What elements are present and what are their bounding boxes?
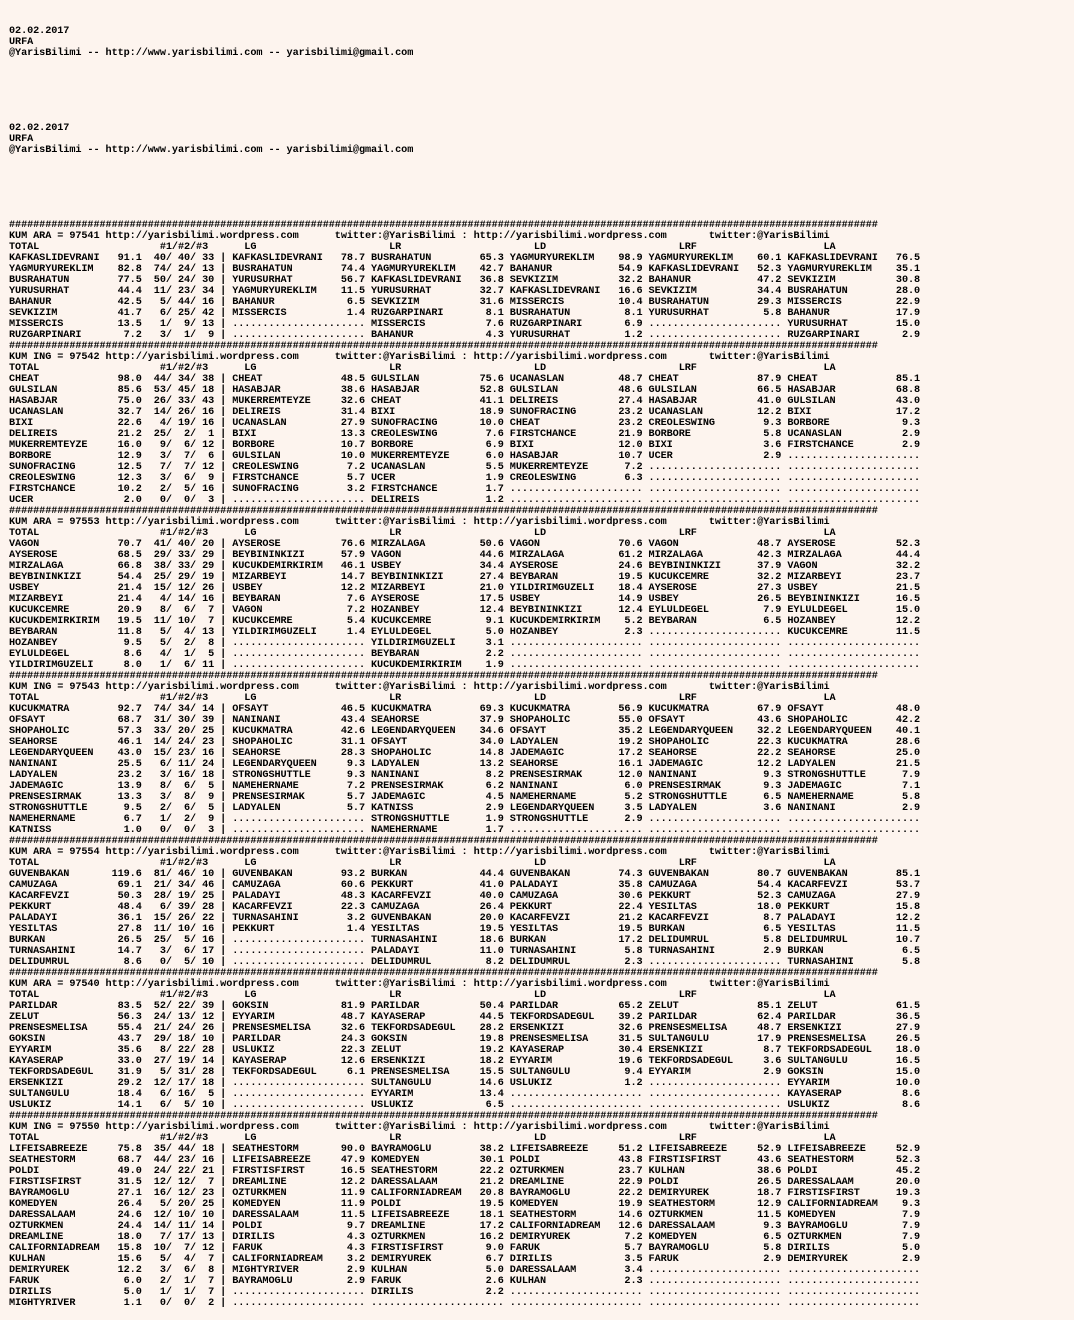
table-row: FARUK 6.0 2/ 1/ 7 | BAYRAMOGLU 2.9 FARUK 2.6 KULHAN 2.3 ...................... ...................... <box>9 1276 921 1287</box>
table-row: HASABJAR 75.0 26/ 33/ 43 | MUKERREMTEYZE 32.6 CHEAT 41.1 DELIREIS 27.4 HASABJAR 41.0 GULSILAN 43.0 <box>9 396 921 407</box>
column-header-line: TOTAL #1/#2/#3 LG LR LD LRF LA <box>9 242 836 253</box>
table-row: SHOPAHOLIC 57.3 33/ 20/ 25 | KUCUKMATRA 42.6 LEGENDARYQUEEN 34.6 OFSAYT 35.2 LEGENDARYQUEEN 32.2 LEGENDARYQUEEN 40.1 <box>9 726 921 737</box>
table-row: MUKERREMTEYZE 16.0 9/ 6/ 12 | BORBORE 10.7 BORBORE 6.9 BIXI 12.0 BIXI 3.6 FIRSTCHANCE 2.9 <box>9 440 921 451</box>
table-row: ZELUT 56.3 24/ 13/ 12 | EYYARIM 48.7 KAYASERAP 44.5 TEKFORDSADEGUL 39.2 PARILDAR 62.4 PARILDAR 36.5 <box>9 1012 921 1023</box>
table-row: GUVENBAKAN 119.6 81/ 46/ 10 | GUVENBAKAN 93.2 BURKAN 44.4 GUVENBAKAN 74.3 GUVENBAKAN 80.7 GUVENBAKAN 85.1 <box>9 869 921 880</box>
table-row: DELIDUMRUL 8.6 0/ 5/ 10 | ...................... DELIDUMRUL 8.2 DELIDUMRUL 2.3 ...................... TURNASAHINI 5.8 <box>9 957 921 968</box>
table-row: EYLULDEGEL 8.6 4/ 1/ 5 | ...................... BEYBARAN 2.2 ...................... ...................... ...................... <box>9 649 921 660</box>
table-row: KACARFEVZI 50.3 28/ 19/ 25 | PALADAYI 48.3 KACARFEVZI 40.0 CAMUZAGA 30.6 PEKKURT 52.3 CAMUZAGA 27.9 <box>9 891 921 902</box>
table-row: OZTURKMEN 24.4 14/ 11/ 14 | POLDI 9.7 DREAMLINE 17.2 CALIFORNIADREAM 12.6 DARESSALAAM 9.3 BAYRAMOGLU 7.9 <box>9 1221 921 1232</box>
table-row: DIRILIS 5.0 1/ 1/ 7 | ...................... DIRILIS 2.2 ...................... ...................... ...................... <box>9 1287 921 1298</box>
table-row: TURNASAHINI 14.7 3/ 6/ 17 | ...................... PALADAYI 11.0 TURNASAHINI 5.8 TURNASAHINI 2.9 BURKAN 6.5 <box>9 946 921 957</box>
table-row: USBEY 21.4 15/ 12/ 26 | USBEY 12.2 MIZARBEYI 21.0 YILDIRIMGUZELI 18.4 AYSEROSE 27.3 USBEY 21.5 <box>9 583 921 594</box>
separator-line: ################################################################################################################################################ <box>9 506 878 517</box>
table-row: POLDI 49.0 24/ 22/ 21 | FIRSTISFIRST 16.5 SEATHESTORM 22.2 OZTURKMEN 23.7 KULHAN 38.6 POLDI 45.2 <box>9 1166 921 1177</box>
table-row: KATNISS 1.0 0/ 0/ 3 | ...................... NAMEHERNAME 1.7 ...................... ...................... ...................... <box>9 825 921 836</box>
table-row: CREOLESWING 12.3 3/ 6/ 9 | FIRSTCHANCE 5.7 UCER 1.9 CREOLESWING 6.3 ...................... ...................... <box>9 473 921 484</box>
table-row: KAYASERAP 33.0 27/ 19/ 14 | KAYASERAP 12.6 ERSENKIZI 18.2 EYYARIM 19.6 TEKFORDSADEGUL 3.6 SULTANGULU 16.5 <box>9 1056 921 1067</box>
table-row: YAGMURYUREKLIM 82.8 74/ 24/ 13 | BUSRAHATUN 74.4 YAGMURYUREKLIM 42.7 BAHANUR 54.9 KAFKASLIDEVRANI 52.3 YAGMURYUREKLIM 35.1 <box>9 264 921 275</box>
table-row: DELIREIS 21.2 25/ 2/ 1 | BIXI 13.3 CREOLESWING 7.6 FIRSTCHANCE 21.9 BORBORE 5.8 UCANASLAN 2.9 <box>9 429 921 440</box>
table-row: YURUSURHAT 44.4 11/ 23/ 34 | YAGMURYUREKLIM 11.5 YURUSURHAT 32.7 KAFKASLIDEVRANI 16.6 SEVKIZIM 34.4 BUSRAHATUN 28.0 <box>9 286 921 297</box>
table-row: BEYBININKIZI 54.4 25/ 29/ 19 | MIZARBEYI 14.7 BEYBININKIZI 27.4 BEYBARAN 19.5 KUCUKCEMRE 32.2 MIZARBEYI 23.7 <box>9 572 921 583</box>
table-row: LIFEISABREEZE 75.8 35/ 44/ 18 | SEATHESTORM 90.0 BAYRAMOGLU 38.2 LIFEISABREEZE 51.2 LIFEISABREEZE 52.9 LIFEISABREEZE 52.9 <box>9 1144 921 1155</box>
table-row: PARILDAR 83.5 52/ 22/ 39 | GOKSIN 81.9 PARILDAR 50.4 PARILDAR 65.2 ZELUT 85.1 ZELUT 61.5 <box>9 1001 921 1012</box>
table-row: CALIFORNIADREAM 15.8 10/ 7/ 12 | FARUK 4.3 FIRSTISFIRST 9.0 FARUK 5.7 BAYRAMOGLU 5.8 DIRILIS 5.0 <box>9 1243 921 1254</box>
column-header-line: TOTAL #1/#2/#3 LG LR LD LRF LA <box>9 990 836 1001</box>
table-row: JADEMAGIC 13.9 8/ 6/ 5 | NAMEHERNAME 7.2 PRENSESIRMAK 6.2 NANINANI 6.0 PRENSESIRMAK 9.3 JADEMAGIC 7.1 <box>9 781 921 792</box>
table-row: GULSILAN 85.6 53/ 45/ 18 | HASABJAR 38.6 HASABJAR 52.8 GULSILAN 48.6 GULSILAN 66.5 HASABJAR 68.8 <box>9 385 921 396</box>
table-row: AYSEROSE 68.5 29/ 33/ 29 | BEYBININKIZI 57.9 VAGON 44.6 MIRZALAGA 61.2 MIRZALAGA 42.3 MIRZALAGA 44.4 <box>9 550 921 561</box>
table-row: KUCUKCEMRE 20.9 8/ 6/ 7 | VAGON 7.2 HOZANBEY 12.4 BEYBININKIZI 12.4 EYLULDEGEL 7.9 EYLULDEGEL 15.0 <box>9 605 921 616</box>
table-row: BAYRAMOGLU 27.1 16/ 12/ 23 | OZTURKMEN 11.9 CALIFORNIADREAM 20.8 BAYRAMOGLU 22.2 DEMIRYUREK 18.7 FIRSTISFIRST 19.3 <box>9 1188 921 1199</box>
table-row: BEYBARAN 11.8 5/ 4/ 13 | YILDIRIMGUZELI 1.4 EYLULDEGEL 5.0 HOZANBEY 2.3 ...................... KUCUKCEMRE 11.5 <box>9 627 921 638</box>
table-row: SUNOFRACING 12.5 7/ 7/ 12 | CREOLESWING 7.2 UCANASLAN 5.5 MUKERREMTEYZE 7.2 ...................... ...................... <box>9 462 921 473</box>
table-row: KAFKASLIDEVRANI 91.1 40/ 40/ 33 | KAFKASLIDEVRANI 78.7 BUSRAHATUN 65.3 YAGMURYUREKLIM 98.9 YAGMURYUREKLIM 60.1 KAFKASLIDEVRANI 76.5 <box>9 253 921 264</box>
separator-line: ################################################################################################################################################ <box>9 341 878 352</box>
table-row: DEMIRYUREK 12.2 3/ 6/ 8 | MIGHTYRIVER 2.9 KULHAN 5.0 DARESSALAAM 3.4 ...................... ...................... <box>9 1265 921 1276</box>
race-title-line: KUM ING = 97550 http://yarisbilimi.wordpress.com twitter:@YarisBilimi : http://yarisbilimi.wordpress.com twitter:@YarisBilimi <box>9 1122 830 1133</box>
table-row: OFSAYT 68.7 31/ 30/ 39 | NANINANI 43.4 SEAHORSE 37.9 SHOPAHOLIC 55.0 OFSAYT 43.6 SHOPAHOLIC 42.2 <box>9 715 921 726</box>
table-row: BURKAN 26.5 25/ 5/ 16 | ...................... TURNASAHINI 18.6 BURKAN 17.2 DELIDUMRUL 5.8 DELIDUMRUL 10.7 <box>9 935 921 946</box>
table-row: BUSRAHATUN 77.5 50/ 24/ 30 | YURUSURHAT 56.7 KAFKASLIDEVRANI 36.8 SEVKIZIM 32.2 BAHANUR 47.2 SEVKIZIM 30.8 <box>9 275 921 286</box>
separator-line: ################################################################################################################################################ <box>9 836 878 847</box>
report-city: URFA <box>9 37 34 48</box>
table-row: LADYALEN 23.2 3/ 16/ 18 | STRONGSHUTTLE 9.3 NANINANI 8.2 PRENSESIRMAK 12.0 NANINANI 9.3 STRONGSHUTTLE 7.9 <box>9 770 921 781</box>
table-row: MIGHTYRIVER 1.1 0/ 0/ 2 | ...................... ...................... ...................... ...................... ...................... <box>9 1298 921 1309</box>
table-row: YILDIRIMGUZELI 8.0 1/ 6/ 11 | ...................... KUCUKDEMIRKIRIM 1.9 ...................... ...................... ...................... <box>9 660 921 671</box>
table-row: PRENSESMELISA 55.4 21/ 24/ 26 | PRENSESMELISA 32.6 TEKFORDSADEGUL 28.2 ERSENKIZI 32.6 PRENSESMELISA 48.7 ERSENKIZI 27.9 <box>9 1023 921 1034</box>
table-row: MIZARBEYI 21.4 4/ 14/ 16 | BEYBARAN 7.6 AYSEROSE 17.5 USBEY 14.9 USBEY 26.5 BEYBININKIZI 16.5 <box>9 594 921 605</box>
table-row: PALADAYI 36.1 15/ 26/ 22 | TURNASAHINI 3.2 GUVENBAKAN 20.0 KACARFEVZI 21.2 KACARFEVZI 8.7 PALADAYI 12.2 <box>9 913 921 924</box>
race-title-line: KUM ARA = 97554 http://yarisbilimi.wordpress.com twitter:@YarisBilimi : http://yarisbilimi.wordpress.com twitter:@YarisBilimi <box>9 847 830 858</box>
column-header-line: TOTAL #1/#2/#3 LG LR LD LRF LA <box>9 1133 836 1144</box>
column-header-line: TOTAL #1/#2/#3 LG LR LD LRF LA <box>9 858 836 869</box>
table-row: EYYARIM 35.6 8/ 22/ 28 | USLUKIZ 22.3 ZELUT 19.2 KAYASERAP 30.4 ERSENKIZI 8.7 TEKFORDSADEGUL 18.0 <box>9 1045 921 1056</box>
race-title-line: KUM ARA = 97540 http://yarisbilimi.wordpress.com twitter:@YarisBilimi : http://yarisbilimi.wordpress.com twitter:@YarisBilimi <box>9 979 830 990</box>
report-header-2 <box>9 123 1074 156</box>
race-title-line: KUM ARA = 97541 http://yarisbilimi.wordpress.com twitter:@YarisBilimi : http://yarisbilimi.wordpress.com twitter:@YarisBilimi <box>9 231 830 242</box>
column-header-line: TOTAL #1/#2/#3 LG LR LD LRF LA <box>9 528 836 539</box>
table-row: SEATHESTORM 68.7 44/ 23/ 16 | LIFEISABREEZE 47.9 KOMEDYEN 30.1 POLDI 43.8 FIRSTISFIRST 43.6 SEATHESTORM 52.3 <box>9 1155 921 1166</box>
table-row: NAMEHERNAME 6.7 1/ 2/ 9 | ...................... STRONGSHUTTLE 1.9 STRONGSHUTTLE 2.9 ...................... ...................... <box>9 814 921 825</box>
column-header-line: TOTAL #1/#2/#3 LG LR LD LRF LA <box>9 693 836 704</box>
race-tables <box>9 220 1074 1309</box>
table-row: ERSENKIZI 29.2 12/ 17/ 18 | ...................... SULTANGULU 14.6 USLUKIZ 1.2 ...................... EYYARIM 10.0 <box>9 1078 921 1089</box>
report-date: 02.02.2017 <box>9 123 70 134</box>
table-row: FIRSTCHANCE 10.2 2/ 5/ 16 | SUNOFRACING 3.2 FIRSTCHANCE 1.7 ...................... ...................... ...................... <box>9 484 921 495</box>
table-row: SEAHORSE 46.1 14/ 24/ 23 | SHOPAHOLIC 31.1 OFSAYT 34.0 LADYALEN 19.2 SHOPAHOLIC 22.3 KUCUKMATRA 28.6 <box>9 737 921 748</box>
table-row: UCANASLAN 32.7 14/ 26/ 16 | DELIREIS 31.4 BIXI 18.9 SUNOFRACING 23.2 UCANASLAN 12.2 BIXI 17.2 <box>9 407 921 418</box>
separator-line: ################################################################################################################################################ <box>9 968 878 979</box>
table-row: BORBORE 12.9 3/ 7/ 6 | GULSILAN 10.0 MUKERREMTEYZE 6.0 HASABJAR 10.7 UCER 2.9 ...................... <box>9 451 921 462</box>
header-spacer <box>9 178 1074 198</box>
table-row: SULTANGULU 18.4 6/ 16/ 5 | ...................... EYYARIM 13.4 ...................... ...................... KAYASERAP 8.6 <box>9 1089 921 1100</box>
table-row: KOMEDYEN 26.4 5/ 20/ 25 | KOMEDYEN 11.9 POLDI 19.5 KOMEDYEN 19.9 SEATHESTORM 12.9 CALIFORNIADREAM 9.3 <box>9 1199 921 1210</box>
race-title-line: KUM ING = 97542 http://yarisbilimi.wordpress.com twitter:@YarisBilimi : http://yarisbilimi.wordpress.com twitter:@YarisBilimi <box>9 352 830 363</box>
table-row: GOKSIN 43.7 29/ 18/ 10 | PARILDAR 24.3 GOKSIN 19.8 PRENSESMELISA 31.5 SULTANGULU 17.9 PRENSESMELISA 26.5 <box>9 1034 921 1045</box>
table-row: BAHANUR 42.5 5/ 44/ 16 | BAHANUR 6.5 SEVKIZIM 31.6 MISSERCIS 10.4 BUSRAHATUN 29.3 MISSERCIS 22.9 <box>9 297 921 308</box>
report-city: URFA <box>9 134 34 145</box>
table-row: STRONGSHUTTLE 9.5 2/ 6/ 5 | LADYALEN 5.7 KATNISS 2.9 LEGENDARYQUEEN 3.5 LADYALEN 3.6 NANINANI 2.9 <box>9 803 921 814</box>
report-header-1 <box>9 26 1074 59</box>
table-row: MISSERCIS 13.5 1/ 9/ 13 | ...................... MISSERCIS 7.6 RUZGARPINARI 6.9 ...................... YURUSURHAT 15.0 <box>9 319 921 330</box>
table-row: BIXI 22.6 4/ 19/ 16 | UCANASLAN 27.9 SUNOFRACING 10.0 CHEAT 23.2 CREOLESWING 9.3 BORBORE 9.3 <box>9 418 921 429</box>
race-title-line: KUM ARA = 97553 http://yarisbilimi.wordpress.com twitter:@YarisBilimi : http://yarisbilimi.wordpress.com twitter:@YarisBilimi <box>9 517 830 528</box>
table-row: KUCUKMATRA 92.7 74/ 34/ 14 | OFSAYT 46.5 KUCUKMATRA 69.3 KUCUKMATRA 56.9 KUCUKMATRA 67.9 OFSAYT 48.0 <box>9 704 921 715</box>
table-row: VAGON 70.7 41/ 40/ 20 | AYSEROSE 76.6 MIRZALAGA 50.6 VAGON 70.6 VAGON 48.7 AYSEROSE 52.3 <box>9 539 921 550</box>
table-row: UCER 2.0 0/ 0/ 3 | ...................... DELIREIS 1.2 ...................... ...................... ...................... <box>9 495 921 506</box>
table-row: USLUKIZ 14.1 6/ 5/ 10 | ...................... USLUKIZ 6.5 ...................... ...................... USLUKIZ 8.6 <box>9 1100 921 1111</box>
table-row: PRENSESIRMAK 13.3 3/ 8/ 9 | PRENSESIRMAK 5.7 JADEMAGIC 4.5 NAMEHERNAME 5.2 STRONGSHUTTLE 6.5 NAMEHERNAME 5.8 <box>9 792 921 803</box>
report-contact: @YarisBilimi -- http://www.yarisbilimi.com -- yarisbilimi@gmail.com <box>9 145 414 156</box>
table-row: YESILTAS 27.8 11/ 10/ 16 | PEKKURT 1.4 YESILTAS 19.5 YESILTAS 19.5 BURKAN 6.5 YESILTAS 11.5 <box>9 924 921 935</box>
header-spacer <box>9 81 1074 101</box>
table-row: KUCUKDEMIRKIRIM 19.5 11/ 10/ 7 | KUCUKCEMRE 5.4 KUCUKCEMRE 9.1 KUCUKDEMIRKIRIM 5.2 BEYBARAN 6.5 HOZANBEY 12.2 <box>9 616 921 627</box>
report-date: 02.02.2017 <box>9 26 70 37</box>
table-row: DARESSALAAM 24.6 12/ 10/ 10 | DARESSALAAM 11.5 LIFEISABREEZE 18.1 SEATHESTORM 14.6 OZTURKMEN 11.5 KOMEDYEN 7.9 <box>9 1210 921 1221</box>
separator-line: ################################################################################################################################################ <box>9 220 878 231</box>
separator-line: ################################################################################################################################################ <box>9 1111 878 1122</box>
table-row: DREAMLINE 18.0 7/ 17/ 13 | DIRILIS 4.3 OZTURKMEN 16.2 DEMIRYUREK 7.2 KOMEDYEN 6.5 OZTURKMEN 7.9 <box>9 1232 921 1243</box>
table-row: FIRSTISFIRST 31.5 12/ 12/ 7 | DREAMLINE 12.2 DARESSALAAM 21.2 DREAMLINE 22.9 POLDI 26.5 DARESSALAAM 20.0 <box>9 1177 921 1188</box>
table-row: LEGENDARYQUEEN 43.0 15/ 23/ 16 | SEAHORSE 28.3 SHOPAHOLIC 14.8 JADEMAGIC 17.2 SEAHORSE 22.2 SEAHORSE 25.0 <box>9 748 921 759</box>
report-contact: @YarisBilimi -- http://www.yarisbilimi.com -- yarisbilimi@gmail.com <box>9 48 414 59</box>
separator-line: ################################################################################################################################################ <box>9 671 878 682</box>
table-row: NANINANI 25.5 6/ 11/ 24 | LEGENDARYQUEEN 9.3 LADYALEN 13.2 SEAHORSE 16.1 JADEMAGIC 12.2 LADYALEN 21.5 <box>9 759 921 770</box>
table-row: CHEAT 98.0 44/ 34/ 38 | CHEAT 48.5 GULSILAN 75.6 UCANASLAN 48.7 CHEAT 87.9 CHEAT 85.1 <box>9 374 921 385</box>
table-row: SEVKIZIM 41.7 6/ 25/ 42 | MISSERCIS 1.4 RUZGARPINARI 8.1 BUSRAHATUN 8.1 YURUSURHAT 5.8 BAHANUR 17.9 <box>9 308 921 319</box>
column-header-line: TOTAL #1/#2/#3 LG LR LD LRF LA <box>9 363 836 374</box>
table-row: KULHAN 15.6 5/ 4/ 7 | CALIFORNIADREAM 3.2 DEMIRYUREK 6.7 DIRILIS 3.5 FARUK 2.9 DEMIRYUREK 2.9 <box>9 1254 921 1265</box>
table-row: HOZANBEY 9.5 5/ 2/ 8 | ...................... YILDIRIMGUZELI 3.1 ...................... ...................... ...................... <box>9 638 921 649</box>
table-row: CAMUZAGA 69.1 21/ 34/ 46 | CAMUZAGA 60.6 PEKKURT 41.0 PALADAYI 35.8 CAMUZAGA 54.4 KACARFEVZI 53.7 <box>9 880 921 891</box>
table-row: TEKFORDSADEGUL 31.9 5/ 31/ 28 | TEKFORDSADEGUL 6.1 PRENSESMELISA 15.5 SULTANGULU 9.4 EYYARIM 2.9 GOKSIN 15.0 <box>9 1067 921 1078</box>
race-title-line: KUM ING = 97543 http://yarisbilimi.wordpress.com twitter:@YarisBilimi : http://yarisbilimi.wordpress.com twitter:@YarisBilimi <box>9 682 830 693</box>
table-row: MIRZALAGA 66.8 38/ 33/ 29 | KUCUKDEMIRKIRIM 46.1 USBEY 34.4 AYSEROSE 24.6 BEYBININKIZI 37.9 VAGON 32.2 <box>9 561 921 572</box>
table-row: PEKKURT 48.4 6/ 39/ 28 | KACARFEVZI 22.3 CAMUZAGA 26.4 PEKKURT 22.4 YESILTAS 18.0 PEKKURT 15.8 <box>9 902 921 913</box>
table-row: RUZGARPINARI 7.2 3/ 1/ 9 | ...................... BAHANUR 4.3 YURUSURHAT 1.2 ...................... RUZGARPINARI 2.9 <box>9 330 921 341</box>
